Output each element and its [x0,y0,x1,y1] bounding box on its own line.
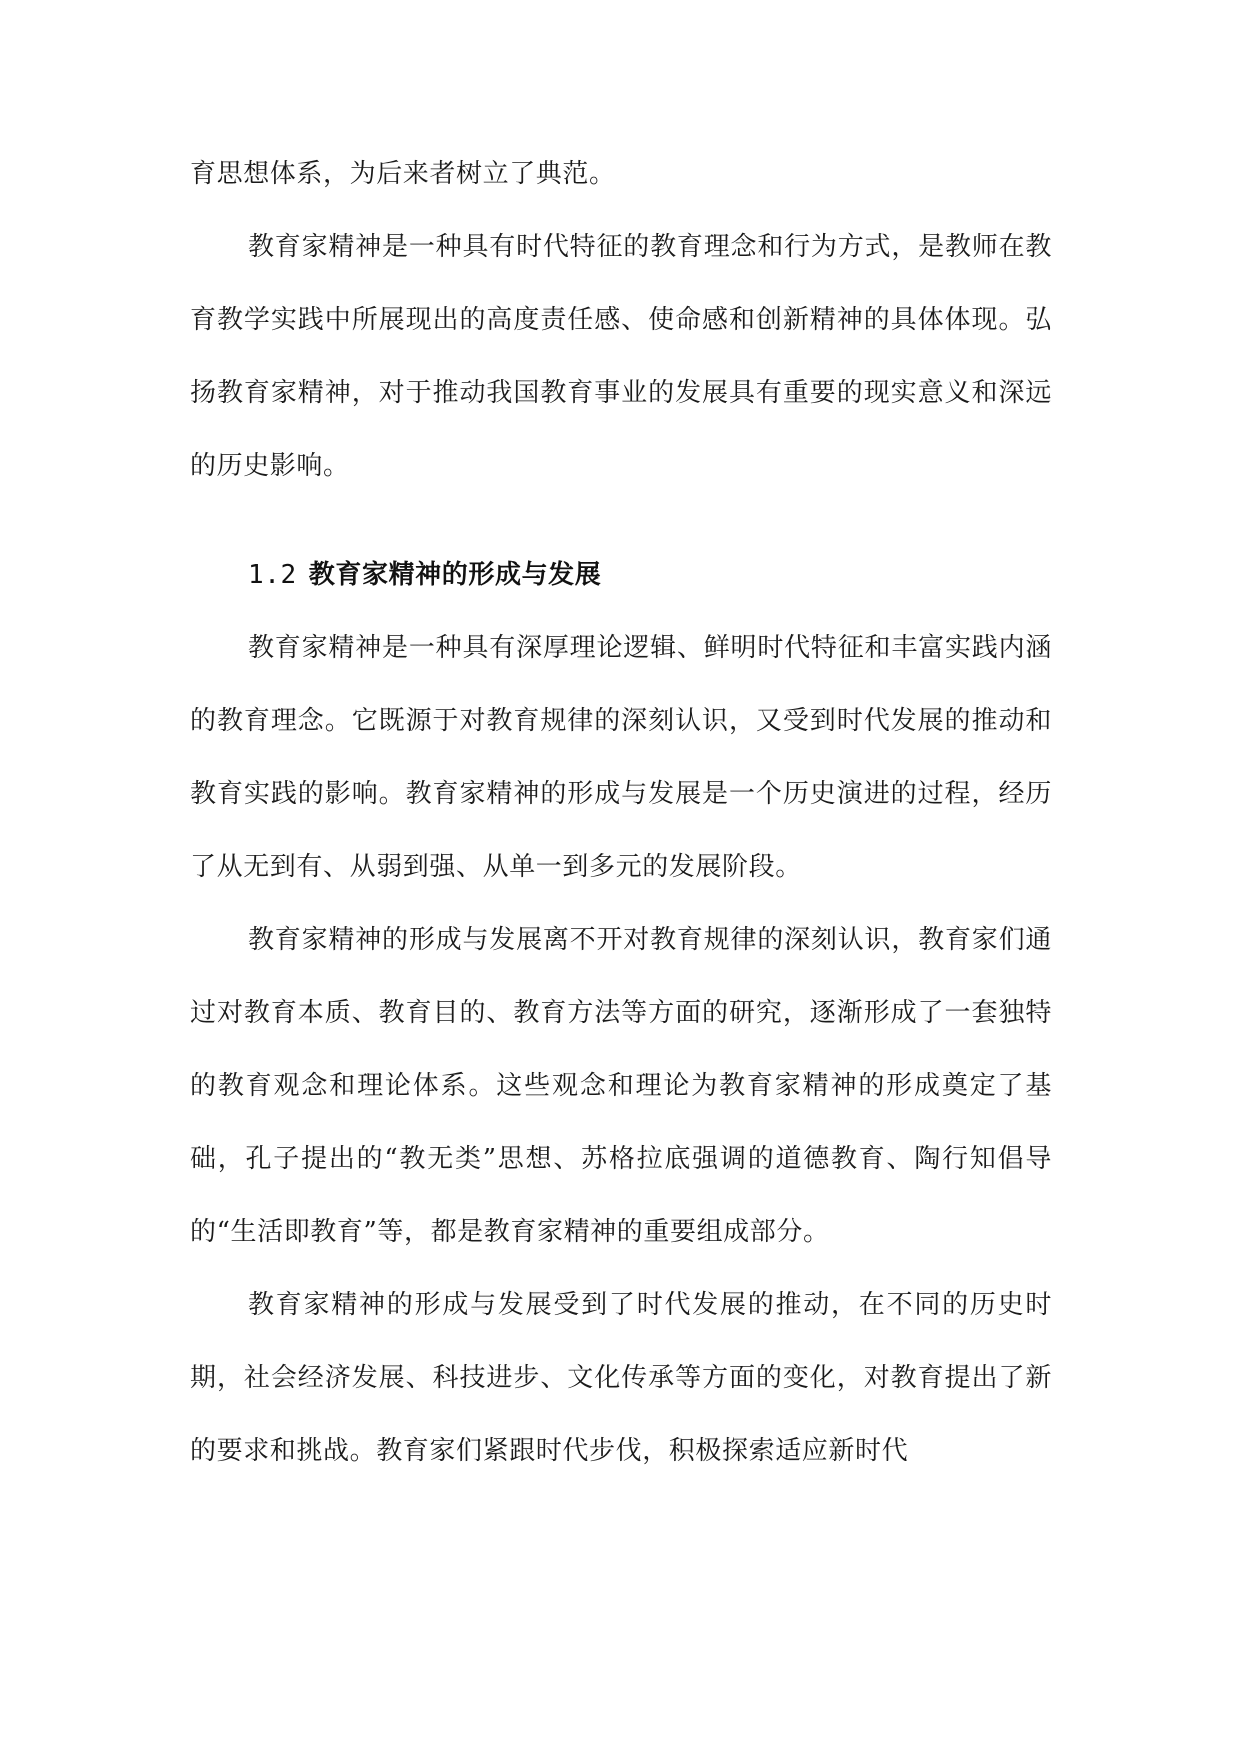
paragraph-continuation: 育思想体系，为后来者树立了典范。 [190,159,616,189]
section-number: 1.2 [248,560,297,590]
paragraph-educational-laws: 教育家精神的形成与发展离不开对教育规律的深刻认识，教育家们通过对教育本质、教育目的、教育方法等方面的研究，逐渐形成了一套独特的教育观念和理论体系。这些观念和理论为教育家精神的形成奠定了基础，孔子提出的“教无类”思想、苏格拉底强调的道德教育、陶行知倡导的“生活即教育”等，都是教育家精神的重要组成部分。 [190,925,1052,1247]
document-body [190,138,1052,1488]
section-heading [190,539,1052,612]
section-title: 教育家精神的形成与发展 [308,560,602,590]
paragraph-era-development: 教育家精神的形成与发展受到了时代发展的推动，在不同的历史时期，社会经济发展、科技进步、文化传承等方面的变化，对教育提出了新的要求和挑战。教育家们紧跟时代步伐，积极探索适应新时代 [190,1290,1052,1466]
paragraph-formation-overview: 教育家精神是一种具有深厚理论逻辑、鲜明时代特征和丰富实践内涵的教育理念。它既源于对教育规律的深刻认识，又受到时代发展的推动和教育实践的影响。教育家精神的形成与发展是一个历史演进的过程，经历了从无到有、从弱到强、从单一到多元的发展阶段。 [190,633,1052,882]
paragraph-educator-spirit-definition: 教育家精神是一种具有时代特征的教育理念和行为方式，是教师在教育教学实践中所展现出的高度责任感、使命感和创新精神的具体体现。弘扬教育家精神，对于推动我国教育事业的发展具有重要的现实意义和深远的历史影响。 [190,232,1052,481]
